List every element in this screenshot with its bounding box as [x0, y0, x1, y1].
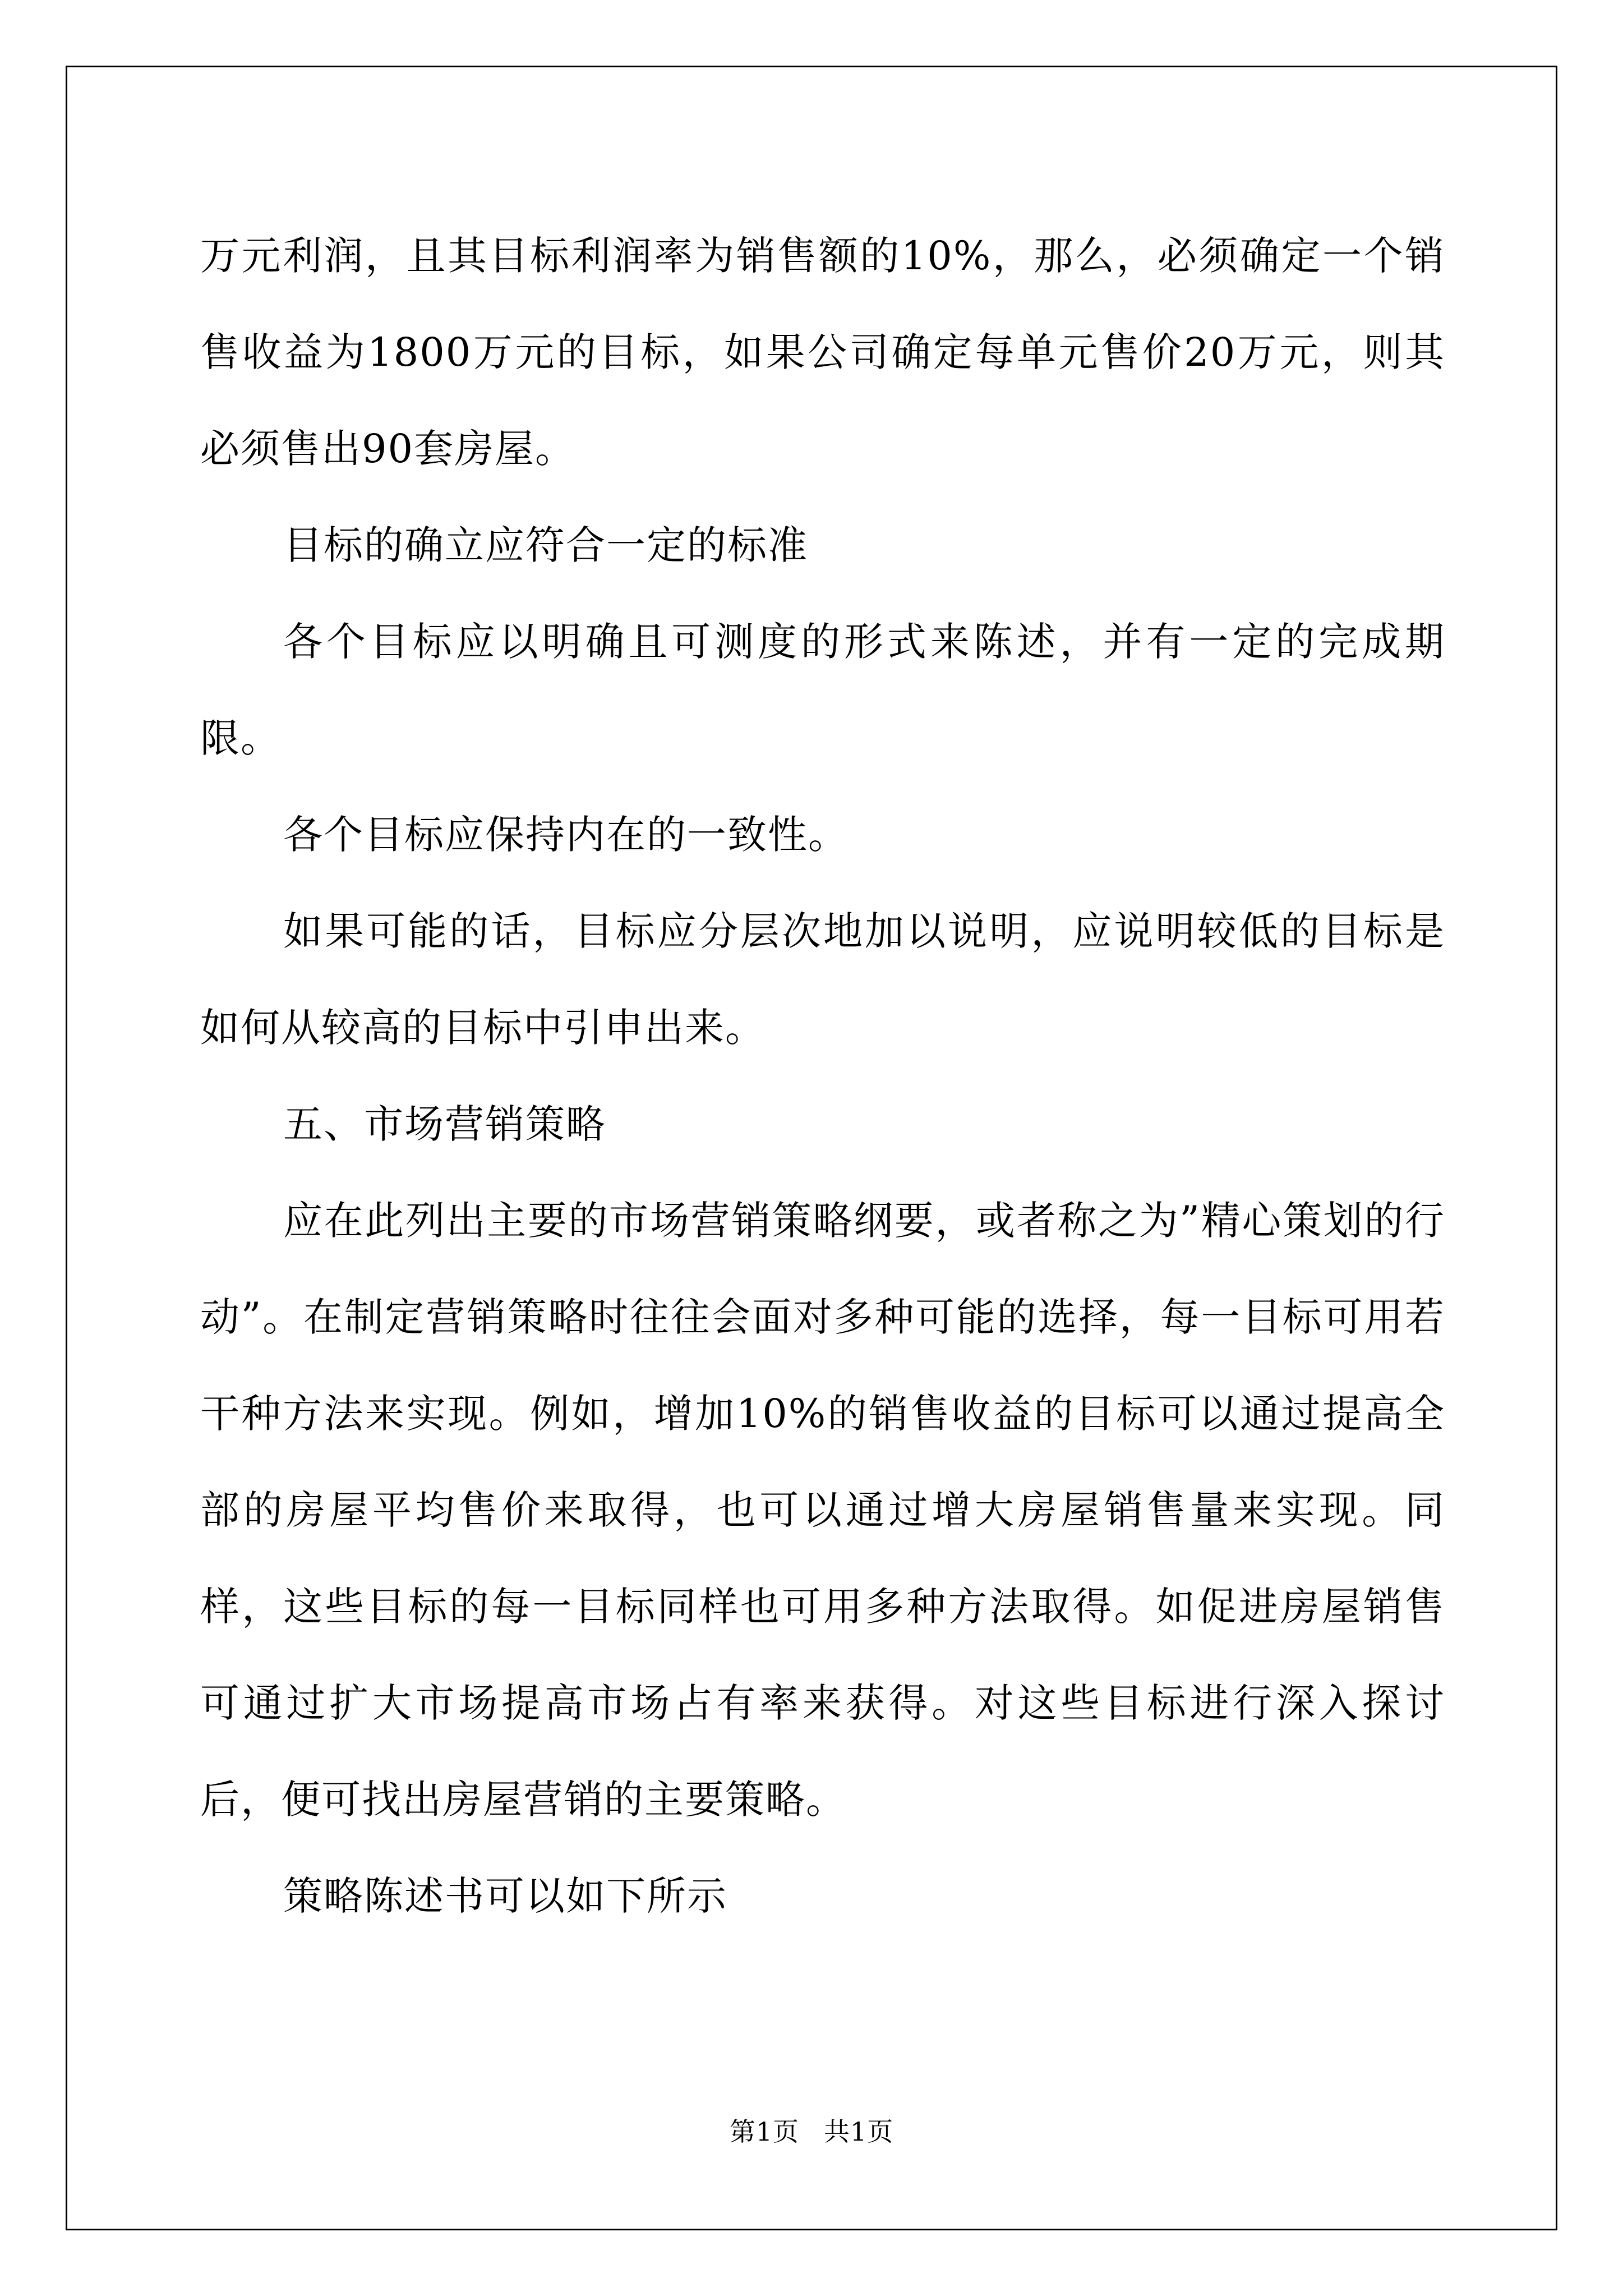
paragraph: 目标的确立应符合一定的标准 [283, 522, 808, 568]
page-footer [0, 2115, 1623, 2148]
page-total: 共1页 [824, 2116, 894, 2147]
paragraph: 万元利润，且其目标利润率为销售额的10%，那么，必须确定一个销售收益为1800万元的目标，如果公司确定每单元售价20万元，则其必须售出90套房屋。 [200, 233, 1445, 472]
section-heading: 五、市场营销策略 [283, 1101, 606, 1147]
document-body [200, 208, 1445, 1944]
paragraph: 各个目标应保持内在的一致性。 [283, 812, 849, 858]
paragraph: 策略陈述书可以如下所示 [283, 1873, 727, 1919]
paragraph: 如果可能的话，目标应分层次地加以说明，应说明较低的目标是如何从较高的目标中引申出来。 [200, 908, 1445, 1051]
paragraph: 应在此列出主要的市场营销策略纲要，或者称之为”精心策划的行动”。在制定营销策略时往往会面对多种可能的选择，每一目标可用若干种方法来实现。例如，增加10%的销售收益的目标可以通过提高全部的房屋平均售价来取得，也可以通过增大房屋销售量来实现。同样，这些目标的每一目标同样也可用多种方法取得。如促进房屋销售可通过扩大市场提高市场占有率来获得。对这些目标进行深入探讨后，便可找出房屋营销的主要策略。 [200, 1198, 1445, 1823]
paragraph: 各个目标应以明确且可测度的形式来陈述，并有一定的完成期限。 [200, 619, 1445, 761]
page-number: 第1页 [729, 2116, 799, 2147]
